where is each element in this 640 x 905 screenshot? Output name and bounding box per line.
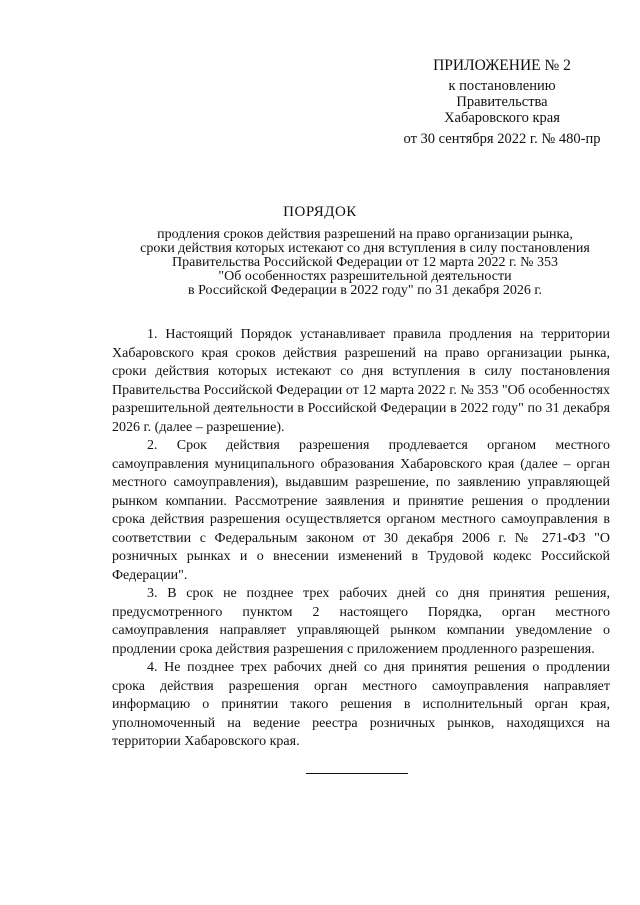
subtitle-line: Правительства Российской Федерации от 12 марта 2022 г. № 353 <box>172 255 558 270</box>
subtitle-line: "Об особенностях разрешительной деятельности <box>218 269 512 284</box>
subtitle-line: продления сроков действия разрешений на право организации рынка, <box>157 227 573 242</box>
document-body <box>112 326 610 752</box>
government-label: Правительства <box>456 94 548 110</box>
appendix-number: ПРИЛОЖЕНИЕ № 2 <box>433 57 571 74</box>
paragraph-2: 2. Срок действия разрешения продлевается органом местного самоуправления муниципального образования Хабаровского края (далее – орган местного самоуправления), выдавшим разрешение, по заявлению управляющей рынком компании. Рассмотрение заявления и принятие решения о продлении срока действия разрешения осуществляется органом местного самоуправления в соответствии с Федеральным законом от 30 декабря 2006 г. № 271-ФЗ "О розничных рынках и о внесении изменений в Трудовой кодекс Российской Федерации". <box>112 438 610 583</box>
paragraph-1: 1. Настоящий Порядок устанавливает правила продления на территории Хабаровского края сроков действия разрешений на право организации рынка, сроки действия которых истекают со дня вступления в силу постановления Правительства Российской Федерации от 12 марта 2022 г. № 353 "Об особенностях разрешительной деятельности в Российской Федерации в 2022 году" по 31 декабря 2026 г. (далее – разрешение). <box>112 327 610 435</box>
appendix-header <box>382 58 622 147</box>
document-subtitle <box>100 228 630 298</box>
subtitle-line: сроки действия которых истекают со дня вступления в силу постановления <box>140 241 590 256</box>
end-divider <box>306 773 408 774</box>
paragraph-4: 4. Не позднее трех рабочих дней со дня принятия решения о продлении срока действия разрешения орган местного самоуправления направляет информацию о принятии такого решения в исполнительный орган края, уполномоченный на ведение реестра розничных рынков, находящихся на территории Хабаровского края. <box>112 660 610 749</box>
paragraph-3: 3. В срок не позднее трех рабочих дней со дня принятия решения, предусмотренного пунктом 2 настоящего Порядка, орган местного самоуправления направляет управляющей рынком компании уведомление о продлении срока действия разрешения с приложением продленного разрешения. <box>112 586 610 657</box>
decree-reference: к постановлению <box>448 78 556 94</box>
document-title: ПОРЯДОК <box>283 204 357 220</box>
subtitle-line: в Российской Федерации в 2022 году" по 31 декабря 2026 г. <box>187 283 543 298</box>
region-label: Хабаровского края <box>444 110 560 126</box>
decree-date: от 30 сентября 2022 г. № 480-пр <box>403 131 601 147</box>
